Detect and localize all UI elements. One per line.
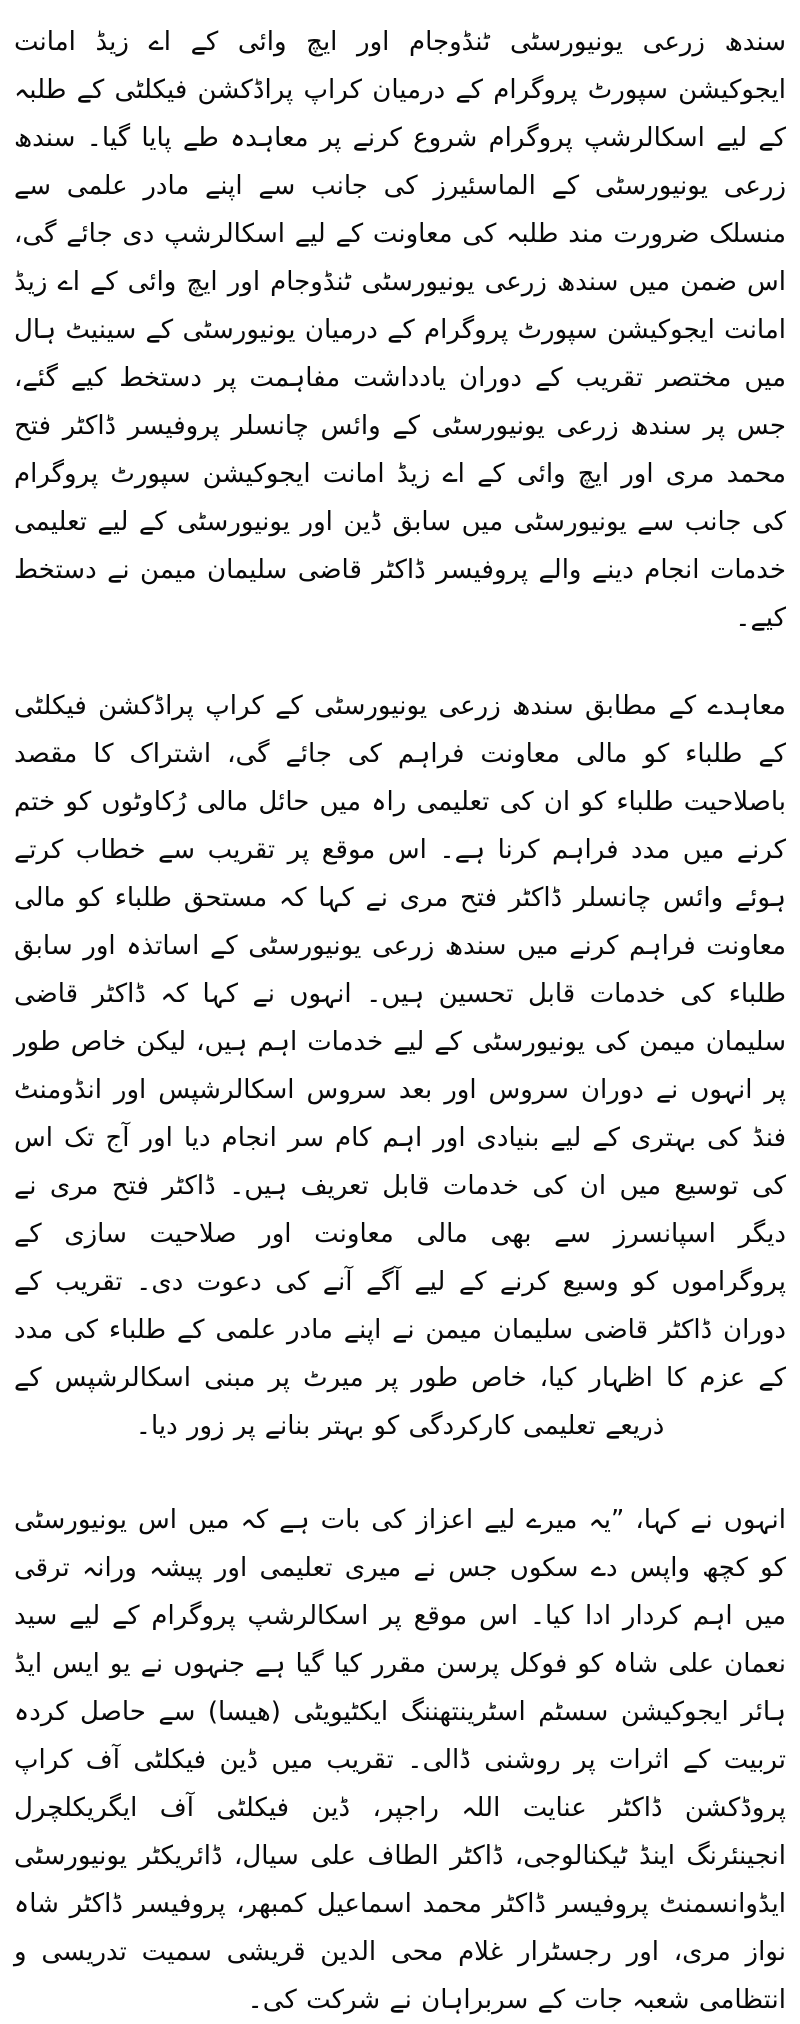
article-paragraph-1: سندھ زرعی یونیورسٹی ٹنڈوجام اور ایچ وائی کے اے زیڈ امانت ایجوکیشن سپورٹ پروگرام کے درمیان کراپ پراڈکشن فیکلٹی کے طلبہ کے لیے اسکالرشپ پروگرام شروع کرنے پر معاہدہ طے پایا گیا۔ سندھ زرعی یونیورسٹی کے الماسئیرز کی جانب سے اپنے مادر علمی سے منسلک ضرورت مند طلبہ کی معاونت کے لیے اسکالرشپ دی جائے گی، اس ضمن میں سندھ زرعی یونیورسٹی ٹنڈوجام اور ایچ وائی کے اے زیڈ امانت ایجوکیشن سپورٹ پروگرام کے درمیان یونیورسٹی کے سینیٹ ہال میں مختصر تقریب کے دوران یادداشت مفاہمت پر دستخط کیے گئے، جس پر سندھ زرعی یونیورسٹی کے وائس چانسلر پروفیسر ڈاکٹر فتح محمد مری اور ایچ وائی کے اے زیڈ امانت ایجوکیشن سپورٹ پروگرام کی جانب سے یونیورسٹی میں سابق ڈین اور یونیورسٹی کے لیے تعلیمی خدمات انجام دینے والے پروفیسر ڈاکٹر قاضی سلیمان میمن نے دستخط کیے۔ bbox=[14, 27, 786, 633]
article-paragraph-3: انہوں نے کہا، ”یہ میرے لیے اعزاز کی بات ہے کہ میں اس یونیورسٹی کو کچھ واپس دے سکوں جس نے میری تعلیمی اور پیشہ ورانہ ترقی میں اہم کردار ادا کیا۔ اس موقع پر اسکالرشپ پروگرام کے لیے سید نعمان علی شاہ کو فوکل پرسن مقرر کیا گیا ہے جنہوں نے یو ایس ایڈ ہائر ایجوکیشن سسٹم اسٹرینتھننگ ایکٹیویٹی (ھیسا) سے حاصل کردہ تربیت کے اثرات پر روشنی ڈالی۔ تقریب میں ڈین فیکلٹی آف کراپ پروڈکشن ڈاکٹر عنایت اللہ راجپر، ڈین فیکلٹی آف ایگریکلچرل انجینئرنگ اینڈ ٹیکنالوجی، ڈاکٹر الطاف علی سیال، ڈائریکٹر یونیورسٹی ایڈوانسمنٹ پروفیسر ڈاکٹر محمد اسماعیل کمبھر، پروفیسر ڈاکٹر شاہ نواز مری، اور رجسٹرار غلام محی الدین قریشی سمیت تدریسی و انتظامی شعبہ جات کے سربراہان نے شرکت کی۔ bbox=[14, 1505, 786, 2015]
article-body bbox=[14, 18, 786, 2024]
article-paragraph-2: معاہدے کے مطابق سندھ زرعی یونیورسٹی کے کراپ پراڈکشن فیکلٹی کے طلباء کو مالی معاونت فراہم کی جائے گی، اشتراک کا مقصد باصلاحیت طلباء کو ان کی تعلیمی راہ میں حائل مالی رُکاوٹوں کو ختم کرنے میں مدد فراہم کرنا ہے۔ اس موقع پر تقریب سے خطاب کرتے ہوئے وائس چانسلر ڈاکٹر فتح مری نے کہا کہ مستحق طلباء کو مالی معاونت فراہم کرنے میں سندھ زرعی یونیورسٹی کے اساتذہ اور سابق طلباء کی خدمات قابل تحسین ہیں۔ انہوں نے کہا کہ ڈاکٹر قاضی سلیمان میمن کی یونیورسٹی کے لیے خدمات اہم ہیں، لیکن خاص طور پر انہوں نے دوران سروس اور بعد سروس اسکالرشپس اور انڈومنٹ فنڈ کی بہتری کے لیے بنیادی اور اہم کام سر انجام دیا اور آج تک اس کی توسیع میں ان کی خدمات قابل تعریف ہیں۔ ڈاکٹر فتح مری نے دیگر اسپانسرز سے بھی مالی معاونت اور صلاحیت سازی کے پروگراموں کو وسیع کرنے کے لیے آگے آنے کی دعوت دی۔ تقریب کے دوران ڈاکٹر قاضی سلیمان میمن نے اپنے مادر علمی کے طلباء کی مدد کے عزم کا اظہار کیا، خاص طور پر میرٹ پر مبنی اسکالرشپس کے ذریعے تعلیمی کارکردگی کو بہتر بنانے پر زور دیا۔ bbox=[14, 691, 786, 1441]
